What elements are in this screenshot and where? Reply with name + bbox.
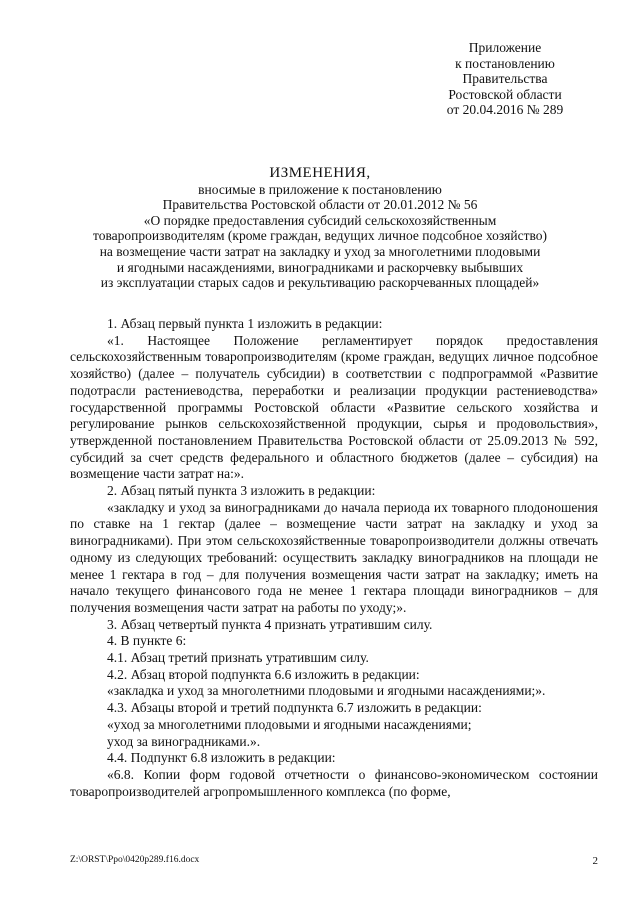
file-path: Z:\ORST\Ppo\0420p289.f16.docx	[70, 855, 200, 865]
paragraph: 2. Абзац пятый пункта 3 изложить в редакции:	[107, 483, 376, 499]
document-title	[60, 166, 580, 291]
paragraph: уход за виноградниками.».	[107, 733, 261, 749]
paragraph: «закладку и уход за виноградниками до начала периода их товарного плодоношения по ставке на 1 гектар (далее – возмещение части затрат на закладку и уход за виноградниками). При этом сельскохозяйственные товаропроизводители должны отвечать одному из следующих требований: осуществить закладку виноградников на площади не менее 1 гектара в год – для получения возмещения части затрат на закладку; иметь на начало текущего финансового года не менее 1 гектара площади виноградников – для получения возмещения части затрат на работы по уходу;».	[70, 499, 598, 615]
title-line: Правительства Ростовской области от 20.01.2012 № 56	[162, 197, 478, 213]
paragraph: «уход за многолетними плодовыми и ягодными насаждениями;	[107, 716, 472, 732]
paragraph: 4.2. Абзац второй подпункта 6.6 изложить в редакции:	[107, 666, 420, 682]
paragraph: 4.4. Подпункт 6.8 изложить в редакции:	[107, 750, 336, 766]
appendix-line: Ростовской области	[448, 86, 562, 102]
title-line: «О порядке предоставления субсидий сельскохозяйственным	[143, 212, 497, 228]
paragraph: 4.3. Абзацы второй и третий подпункта 6.7 изложить в редакции:	[107, 700, 482, 716]
appendix-line: к постановлению	[455, 55, 555, 71]
paragraph: «закладка и уход за многолетними плодовыми и ягодными насаждениями;».	[107, 683, 546, 699]
paragraph: 4. В пункте 6:	[107, 633, 187, 649]
title-line: на возмещение части затрат на закладку и уход за многолетними плодовыми	[99, 243, 541, 259]
appendix-header	[410, 40, 600, 118]
title-line: и ягодными насаждениями, виноградниками и раскорчевку выбывших	[116, 259, 524, 275]
paragraph: «6.8. Копии форм годовой отчетности о финансово-экономическом состоянии товаропроизводителей агропромышленного комплекса (по форме,	[70, 766, 598, 799]
appendix-line: от 20.04.2016 № 289	[446, 102, 564, 117]
paragraph: 4.1. Абзац третий признать утратившим силу.	[107, 650, 369, 666]
paragraph: «1. Настоящее Положение регламентирует порядок предоставления сельскохозяйственным товаропроизводителям (кроме граждан, ведущих личное подсобное хозяйство) (далее – получатель субсидии) в соответствии с подпрограммой «Развитие подотрасли растениеводства, переработки и реализации продукции растениеводства» государственной программы Ростовской области «Развитие сельского хозяйства и регулирование рынков сельскохозяйственной продукции, сырья и продовольствия», утвержденной постановлением Правительства Ростовской области от 25.09.2013 № 592, субсидий за счет средств федерального и областного бюджетов (далее – субсидия) на возмещение части затрат на:».	[70, 332, 598, 482]
title-heading: ИЗМЕНЕНИЯ,	[269, 165, 371, 181]
appendix-line: Правительства	[462, 71, 548, 86]
title-line: из эксплуатации старых садов и рекультивацию раскорчеванных площадей»	[100, 275, 540, 291]
paragraph: 1. Абзац первый пункта 1 изложить в редакции:	[107, 316, 383, 331]
title-line: товаропроизводителям (кроме граждан, ведущих личное подсобное хозяйство)	[92, 228, 548, 244]
appendix-line: Приложение	[468, 40, 542, 55]
paragraph: 3. Абзац четвертый пункта 4 признать утратившим силу.	[107, 616, 433, 632]
title-line: вносимые в приложение к постановлению	[198, 181, 442, 197]
page-number: 2	[592, 855, 598, 867]
document-body	[70, 316, 598, 800]
